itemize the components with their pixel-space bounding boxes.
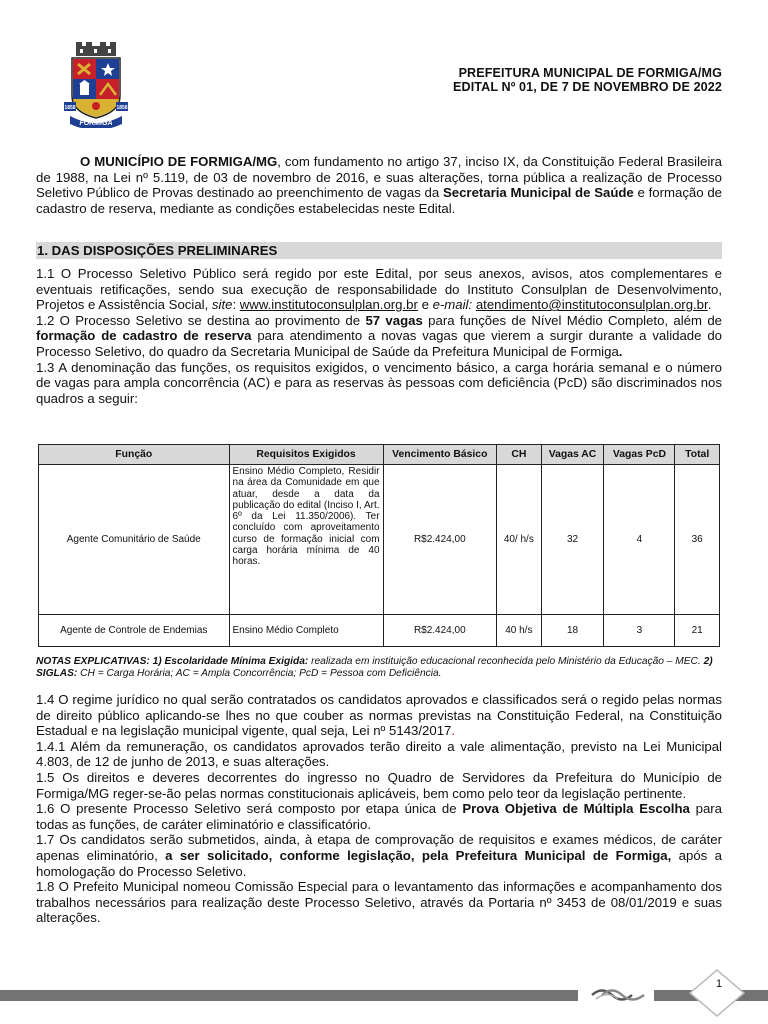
section-1-bottom-block	[36, 692, 722, 926]
p1-2-text-2: para funções de Nível Médio Completo, além de	[422, 312, 722, 328]
cell-funcao: Agente Comunitário de Saúde	[39, 465, 230, 615]
p1-2-text-1: 1.2 O Processo Seletivo se destina ao provimento de	[36, 312, 366, 328]
intro-text-1: , com fundamento no artigo 37, inciso IX, da Constituição Federal Brasileira de 1988, na Lei nº 5.119, de 03 de novembro de 2016, e suas alterações, torna pública a realização de Processo Seletivo Público de Provas destinado ao preenchimento de vagas da	[36, 154, 722, 201]
table-row	[39, 615, 720, 647]
table-header-cell: CH	[497, 445, 542, 465]
intro-bold-mid: Secretaria Municipal de Saúde	[442, 185, 634, 201]
municipal-crest-icon	[64, 40, 128, 128]
p1-1-end: .	[707, 297, 712, 313]
paragraph-1-3: 1.3 A denominação das funções, os requisitos exigidos, o vencimento básico, a carga horária semanal e o número de vagas para ampla concorrência (AC) e para as reservas às pessoas com deficiência (PcD) são discriminados nos quadros a seguir:	[36, 359, 722, 406]
page-header	[453, 66, 722, 94]
p1-4-text: 1.4 O regime jurídico no qual serão contratados os candidatos aprovados e classificados será o regido pelas normas de direito público aplicando-se lhes no que couber as normas previstas na Constituição Federal, na Constituição Estadual e na legislação municipal vigente, qual seja, Lei nº 5143/2017	[36, 692, 722, 739]
paragraph-1-6	[36, 801, 722, 832]
table-header-cell: Total	[675, 445, 720, 465]
table-header-cell: Função	[39, 445, 230, 465]
cell-vencimento: R$2.424,00	[383, 615, 497, 647]
site-link[interactable]: www.institutoconsulplan.org.br	[239, 297, 418, 313]
notes-text-2: CH = Carga Horária; AC = Ampla Concorrência; PcD = Pessoa com Deficiência.	[77, 667, 442, 679]
crest-year-left: 1858	[64, 105, 76, 111]
header-line-1: PREFEITURA MUNICIPAL DE FORMIGA/MG	[458, 66, 722, 80]
cell-funcao: Agente de Controle de Endemias	[39, 615, 230, 647]
table-row	[39, 465, 720, 615]
p1-1-and: e	[417, 297, 433, 313]
paragraph-1-1	[36, 266, 722, 313]
p1-6-bold: Prova Objetiva de Múltipla Escolha	[462, 801, 690, 817]
paragraph-1-8: 1.8 O Prefeito Municipal nomeou Comissão Especial para o levantamento das informações e acompanhamento dos trabalhos necessários para realização deste Processo Seletivo, através da Portaria nº 3453 de 08/01/2019 e suas alterações.	[36, 879, 722, 926]
cell-vagas-pcd: 3	[604, 615, 675, 647]
p1-2-bold-2: formação de cadastro de reserva	[36, 328, 252, 344]
consulplan-logo-icon	[588, 984, 650, 1006]
table-header-row	[39, 445, 720, 465]
p1-7-text-1: 1.7 Os candidatos serão submetidos, ainda, à etapa de comprovação de requisitos e exames médicos, de caráter apenas eliminatório,	[36, 832, 722, 863]
email-label: e-mail:	[432, 297, 473, 313]
paragraph-1-7	[36, 832, 722, 879]
footer-bar	[0, 990, 578, 1001]
cell-ch: 40/ h/s	[497, 465, 542, 615]
header-line-2: EDITAL Nº 01, DE 7 DE NOVEMBRO DE 2022	[453, 80, 722, 94]
p1-2-bold-1: 57 vagas	[365, 312, 423, 328]
notes-text-1: realizada em instituição educacional reconhecida pelo Ministério da Educação – MEC.	[308, 656, 704, 667]
page-corner-icon	[688, 968, 746, 1018]
cell-ch: 40 h/s	[497, 615, 542, 647]
intro-block	[36, 154, 722, 216]
cell-total: 21	[675, 615, 720, 647]
p1-2-end: .	[618, 343, 623, 359]
p1-4-end: .	[451, 723, 456, 739]
p1-1-text: 1.1 O Processo Seletivo Público será regido por este Edital, por seus anexos, avisos, atos complementares e eventuais retificações, sendo sua execução de responsabilidade do Instituto Consulplan de Desenvolvimento, Projetos e Assistência Social,	[36, 266, 722, 313]
site-label: site	[211, 297, 233, 313]
intro-bold-start: O MUNICÍPIO DE FORMIGA/MG	[80, 154, 278, 169]
explanatory-notes	[36, 656, 722, 679]
p1-2-text-3: para atendimento a novas vagas que vierem a surgir durante a validade do Processo Seletivo, do quadro da Secretaria Municipal de Saúde da Prefeitura Municipal de Formiga	[36, 328, 722, 359]
p1-7-text-2: após a homologação do Processo Seletivo.	[36, 847, 722, 879]
cell-vagas-ac: 18	[541, 615, 604, 647]
vacancies-table	[38, 444, 720, 647]
table-header-cell: Requisitos Exigidos	[229, 445, 383, 465]
page-number: 1	[715, 978, 723, 990]
table-header-cell: Vagas PcD	[604, 445, 675, 465]
section-1-top-block	[36, 266, 722, 406]
paragraph-1-5: 1.5 Os direitos e deveres decorrentes do ingresso no Quadro de Servidores da Prefeitura do Município de Formiga/MG reger-se-ão pelas normas constitucionais aplicáveis, bem como pelo teor da legislação pertinente.	[36, 769, 722, 801]
email-link[interactable]: atendimento@institutoconsulplan.org.br	[475, 297, 708, 313]
cell-requisitos: Ensino Médio Completo, Residir na área da Comunidade em que atuar, desde a data da publicação do edital (Inciso I, Art. 6º da Lei 11.350/2006). Ter concluído com aproveitamento curso de formação inicial com carga horária mínima de 40 horas.	[229, 465, 383, 615]
cell-vagas-ac: 32	[541, 465, 604, 615]
cell-vagas-pcd: 4	[604, 465, 675, 615]
crest-banner-text: FORMIGA	[79, 120, 113, 127]
site-sep: :	[232, 297, 240, 313]
cell-requisitos: Ensino Médio Completo	[229, 615, 383, 647]
intro-paragraph	[36, 154, 722, 216]
p1-6-text-2: para todas as funções, de caráter eliminatório e classificatório.	[36, 801, 723, 832]
notes-bold-1: NOTAS EXPLICATIVAS: 1) Escolaridade Mínima Exigida:	[36, 656, 309, 667]
paragraph-1-4-1: 1.4.1 Além da remuneração, os candidatos aprovados terão direito a vale alimentação, previsto na Lei Municipal 4.803, de 12 de junho de 2013, e suas alterações.	[36, 738, 722, 770]
p1-6-text-1: 1.6 O presente Processo Seletivo será composto por etapa única de	[36, 801, 463, 817]
cell-vencimento: R$2.424,00	[383, 465, 497, 615]
table-header-cell: Vencimento Básico	[383, 445, 497, 465]
paragraph-1-4	[36, 692, 722, 739]
cell-total: 36	[675, 465, 720, 615]
p1-7-bold: a ser solicitado, conforme legislação, pela Prefeitura Municipal de Formiga,	[165, 847, 672, 863]
crest-year-right: 1858	[116, 105, 128, 111]
paragraph-1-2	[36, 313, 722, 360]
intro-text-2: e formação de cadastro de reserva, mediante as condições estabelecidas neste Edital.	[36, 185, 722, 216]
section-1-heading: 1. DAS DISPOSIÇÕES PRELIMINARES	[36, 242, 722, 259]
table-header-cell: Vagas AC	[541, 445, 604, 465]
notes-bold-2: 2) SIGLAS:	[36, 656, 713, 679]
